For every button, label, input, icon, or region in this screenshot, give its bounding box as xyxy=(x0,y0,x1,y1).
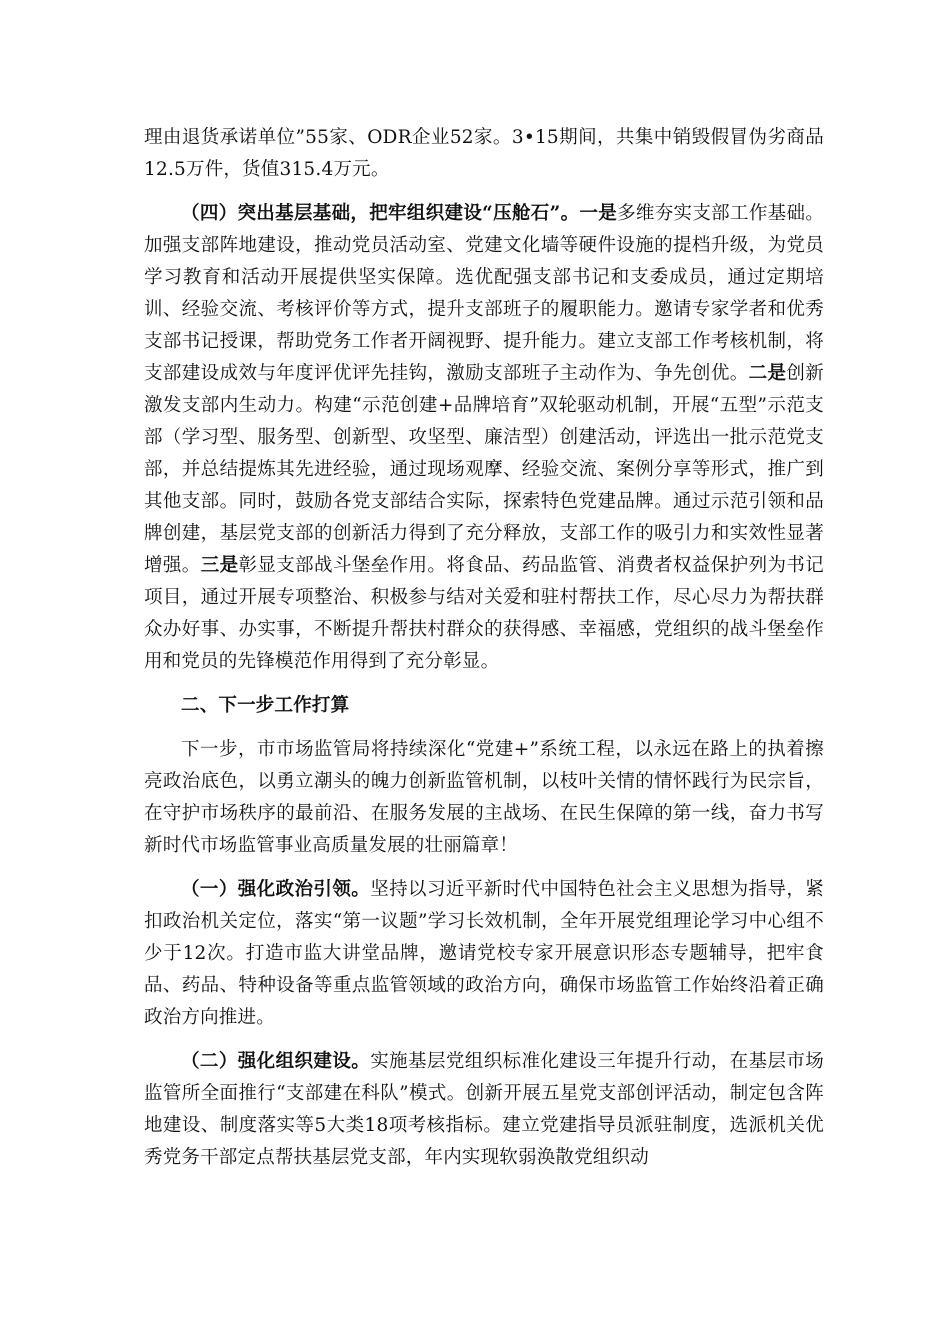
paragraph-4-text: 坚持以习近平新时代中国特色社会主义思想为指导，紧扣政治机关定位，落实“第一议题”学习长效机制，全年开展党组理论学习中心组不少于12次。打造市监大讲堂品牌，邀请党校专家开展意识形态专题辅导，把牢食品、药品、特种设备等重点监管领域的政治方向，确保市场监管工作始终沿着正确政治方向推进。 xyxy=(144,879,824,1028)
paragraph-5 xyxy=(144,1046,824,1174)
point-one-lead: 一是 xyxy=(579,203,618,224)
point-three-lead: 三是 xyxy=(200,555,239,576)
paragraph-3-text: 下一步，市市场监管局将持续深化“党建+”系统工程，以永远在路上的执着擦亮政治底色，以勇立潮头的魄力创新监管机制，以枝叶关情的情怀践行为民宗旨，在守护市场秩序的最前沿、在服务发展的主战场、在民生保障的第一线，奋力书写新时代市场监管事业高质量发展的壮丽篇章！ xyxy=(144,739,824,856)
paragraph-3 xyxy=(144,734,824,862)
point-two-text: 创新激发支部内生动力。构建“示范创建+品牌培育”双轮驱动机制，开展“五型”示范支部（学习型、服务型、创新型、攻坚型、廉洁型）创建活动，评选出一批示范党支部，并总结提炼其先进经验，通过现场观摩、经验交流、案例分享等形式，推广到其他支部。同时，鼓励各党支部结合实际，探索特色党建品牌。通过示范引领和品牌创建，基层党支部的创新活力得到了充分释放，支部工作的吸引力和实效性显著增强。 xyxy=(144,363,825,576)
organization-building-heading: （二）强化组织建设。 xyxy=(181,1051,371,1072)
section-2-heading: 二、下一步工作打算 xyxy=(181,695,350,716)
paragraph-2 xyxy=(144,198,824,678)
paragraph-1-text: 理由退货承诺单位”55家、ODR企业52家。3•15期间，共集中销毁假冒伪劣商品12.5万件，货值315.4万元。 xyxy=(144,127,824,180)
point-one-text: 多维夯实支部工作基础。加强支部阵地建设，推动党员活动室、党建文化墙等硬件设施的提档升级，为党员学习教育和活动开展提供坚实保障。选优配强支部书记和支委成员，通过定期培训、经验交流、考核评价等方式，提升支部班子的履职能力。邀请专家学者和优秀支部书记授课，帮助党务工作者开阔视野、提升能力。建立支部工作考核机制，将支部建设成效与年度评优评先挂钩，激励支部班子主动作为、争先创优。 xyxy=(144,203,824,384)
section-4-heading: （四）突出基层基础，把牢组织建设“压舱石”。 xyxy=(181,203,580,224)
paragraph-4 xyxy=(144,874,824,1034)
paragraph-1 xyxy=(144,122,824,186)
point-two-lead: 二是 xyxy=(748,363,787,384)
point-three-text: 彰显支部战斗堡垒作用。将食品、药品监管、消费者权益保护列为书记项目，通过开展专项整治、积极参与结对关爱和驻村帮扶工作，尽心尽力为帮扶群众办好事、办实事，不断提升帮扶村群众的获得感、幸福感，党组织的战斗堡垒作用和党员的先锋模范作用得到了充分彰显。 xyxy=(144,555,824,672)
document-body xyxy=(144,122,824,1186)
political-leadership-heading: （一）强化政治引领。 xyxy=(181,879,371,900)
paragraph-5-text: 实施基层党组织标准化建设三年提升行动，在基层市场监管所全面推行“支部建在科队”模式。创新开展五星党支部创评活动，制定包含阵地建设、制度落实等5大类18项考核指标。建立党建指导员派驻制度，选派机关优秀党务干部定点帮扶基层党支部，年内实现软弱涣散党组织动 xyxy=(144,1051,824,1168)
